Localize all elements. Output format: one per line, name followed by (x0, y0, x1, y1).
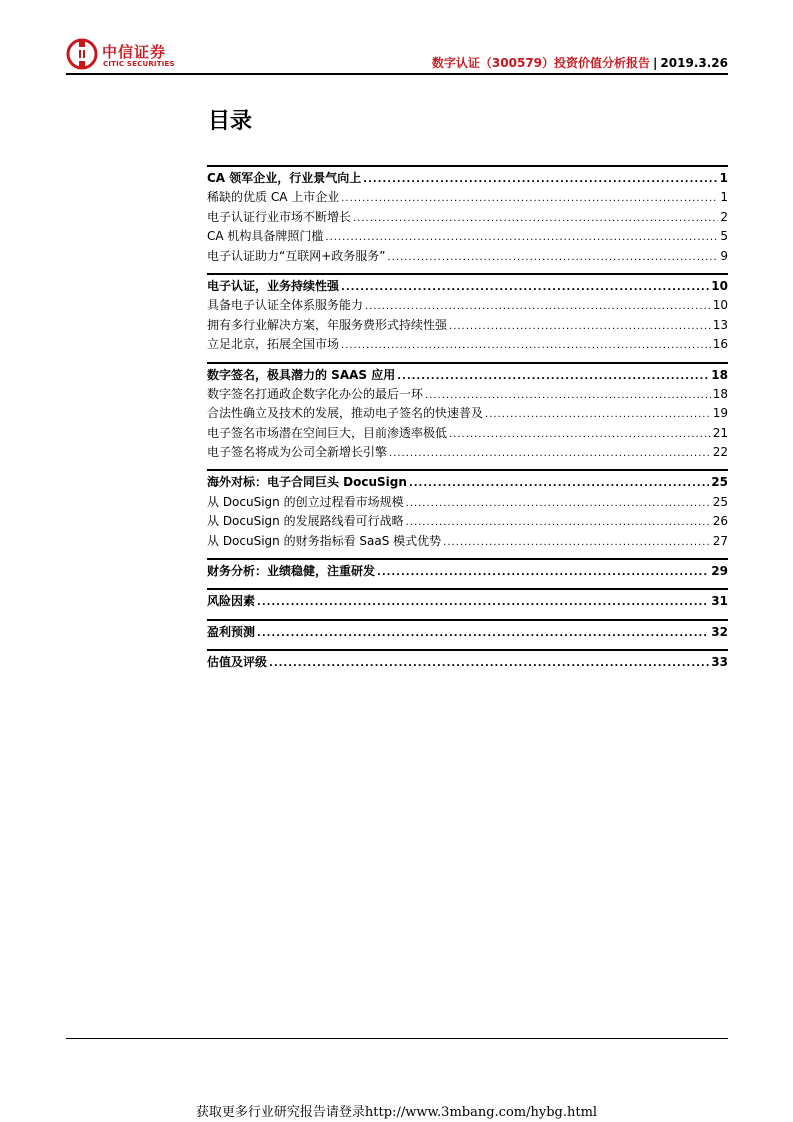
toc-dot-leader (406, 494, 711, 513)
toc-page-number: 1 (719, 171, 728, 185)
toc-entry-title: 数字签名打通政企数字化办公的最后一环 (207, 386, 424, 401)
header-separator: | (653, 56, 658, 70)
toc-subsection-row[interactable] (207, 188, 728, 207)
toc-section-row[interactable] (207, 277, 728, 296)
toc-dot-leader (365, 297, 711, 316)
toc-section-row[interactable] (207, 366, 728, 385)
toc-subsection-row[interactable] (207, 316, 728, 335)
toc-dot-leader (341, 189, 718, 208)
toc-entry-title: 立足北京，拓展全国市场 (207, 337, 340, 352)
header-meta (432, 54, 728, 71)
toc-subsection-row[interactable] (207, 247, 728, 266)
section-divider (207, 619, 728, 621)
toc-page-number: 18 (711, 367, 728, 382)
toc-subsection-row[interactable] (207, 493, 728, 512)
toc-page-number: 9 (720, 248, 728, 263)
toc-entry-title: 电子签名市场潜在空间巨大，目前渗透率极低 (207, 425, 448, 440)
footer-promo-text: 获取更多行业研究报告请登录http://www.3mbang.com/hybg.html (195, 1105, 598, 1120)
toc-entry-title: 拥有多行业解决方案，年服务费形式持续性强 (207, 317, 448, 332)
section-gap (207, 551, 728, 558)
section-divider (207, 558, 728, 560)
toc-page-number: 19 (712, 406, 728, 421)
toc-page-number: 32 (711, 624, 728, 639)
toc-dot-leader (257, 624, 709, 643)
toc-subsection-row[interactable] (207, 404, 728, 423)
toc-dot-leader (389, 444, 711, 463)
citic-logo-icon (66, 38, 98, 70)
section-divider (207, 588, 728, 590)
toc-page-number: 29 (711, 564, 728, 579)
toc-page-number: 5 (720, 229, 728, 244)
section-gap (207, 612, 728, 619)
toc-entry-title: 从 DocuSign 的发展路线看可行战略 (207, 514, 404, 529)
toc-section-row[interactable] (207, 473, 728, 492)
toc-page-number: 1 (720, 190, 728, 205)
section-gap (207, 581, 728, 588)
toc-page-number: 18 (712, 386, 728, 401)
toc-page-number: 16 (712, 337, 728, 352)
toc-dot-leader (406, 513, 711, 532)
toc-dot-leader (353, 209, 718, 228)
section-gap (207, 266, 728, 273)
toc-section-row[interactable] (207, 592, 728, 611)
header-divider (66, 73, 728, 75)
toc-dot-leader (325, 228, 718, 247)
toc-entry-title: 合法性确立及技术的发展，推动电子签名的快速普及 (207, 406, 484, 421)
toc-dot-leader (485, 405, 711, 424)
toc-entry-title: 数字签名，极具潜力的 SAAS 应用 (207, 367, 396, 382)
toc-section-row[interactable] (207, 562, 728, 581)
table-of-contents (207, 165, 728, 673)
toc-entry-title: 风险因素 (207, 594, 256, 609)
section-divider (207, 165, 728, 167)
toc-dot-leader (269, 654, 709, 673)
toc-entry-title: CA 领军企业，行业景气向上 (207, 171, 362, 185)
toc-subsection-row[interactable] (207, 424, 728, 443)
toc-entry-title: 电子认证助力“互联网+政务服务” (207, 248, 386, 263)
toc-dot-leader (377, 563, 709, 582)
toc-page-number: 13 (712, 317, 728, 332)
brand-logo (66, 38, 176, 72)
report-title: 数字认证（300579）投资价值分析报告 (431, 56, 651, 70)
toc-subsection-row[interactable] (207, 296, 728, 315)
toc-section-row[interactable] (207, 169, 728, 188)
toc-section-row[interactable] (207, 653, 728, 672)
toc-entry-title: 从 DocuSign 的创立过程看市场规模 (207, 494, 404, 509)
toc-dot-leader (341, 336, 711, 355)
toc-entry-title: 稀缺的优质 CA 上市企业 (207, 190, 340, 205)
toc-subsection-row[interactable] (207, 512, 728, 531)
toc-page-number: 31 (711, 594, 728, 609)
toc-dot-leader (425, 386, 711, 405)
section-gap (207, 462, 728, 469)
toc-dot-leader (363, 170, 717, 189)
toc-entry-title: 财务分析：业绩稳健，注重研发 (207, 564, 376, 579)
section-gap (207, 355, 728, 362)
toc-entry-title: 估值及评级 (207, 655, 268, 670)
toc-dot-leader (388, 248, 719, 267)
toc-dot-leader (409, 474, 709, 493)
toc-entry-title: CA 机构具备牌照门槛 (207, 229, 324, 244)
toc-entry-title: 海外对标：电子合同巨头 DocuSign (207, 475, 407, 490)
toc-entry-title: 从 DocuSign 的财务指标看 SaaS 模式优势 (207, 533, 442, 548)
toc-page-number: 22 (712, 445, 728, 460)
toc-entry-title: 电子认证行业市场不断增长 (207, 209, 352, 224)
toc-page-number: 21 (712, 425, 728, 440)
section-divider (207, 649, 728, 651)
toc-dot-leader (341, 278, 709, 297)
toc-page-number: 10 (712, 298, 728, 313)
toc-page-number: 26 (712, 514, 728, 529)
toc-dot-leader (443, 533, 711, 552)
toc-page-number: 27 (712, 533, 728, 548)
brand-name-en: CITIC SECURITIES (103, 60, 175, 68)
toc-page-number: 25 (712, 494, 728, 509)
toc-subsection-row[interactable] (207, 443, 728, 462)
toc-entry-title: 盈利预测 (207, 624, 256, 639)
toc-entry-title: 电子签名将成为公司全新增长引擎 (207, 445, 388, 460)
toc-dot-leader (257, 593, 709, 612)
section-gap (207, 642, 728, 649)
page-header (66, 34, 728, 76)
toc-dot-leader (397, 367, 709, 386)
toc-entry-title: 具备电子认证全体系服务能力 (207, 298, 364, 313)
toc-entry-title: 电子认证，业务持续性强 (207, 278, 340, 293)
toc-subsection-row[interactable] (207, 385, 728, 404)
toc-title: 目录 (208, 109, 253, 134)
toc-page-number: 10 (711, 278, 728, 293)
toc-subsection-row[interactable] (207, 335, 728, 354)
brand-name-cn: 中信证券 (102, 43, 167, 61)
toc-subsection-row[interactable] (207, 227, 728, 246)
section-divider (207, 362, 728, 364)
toc-section-row[interactable] (207, 623, 728, 642)
toc-page-number: 2 (720, 209, 728, 224)
toc-page-number: 25 (711, 475, 728, 490)
toc-subsection-row[interactable] (207, 208, 728, 227)
toc-dot-leader (449, 317, 711, 336)
section-divider (207, 469, 728, 471)
toc-dot-leader (449, 425, 711, 444)
footer-divider (66, 1038, 728, 1039)
section-divider (207, 273, 728, 275)
report-date: 2019.3.26 (660, 56, 728, 70)
toc-subsection-row[interactable] (207, 532, 728, 551)
toc-page-number: 33 (711, 655, 728, 670)
